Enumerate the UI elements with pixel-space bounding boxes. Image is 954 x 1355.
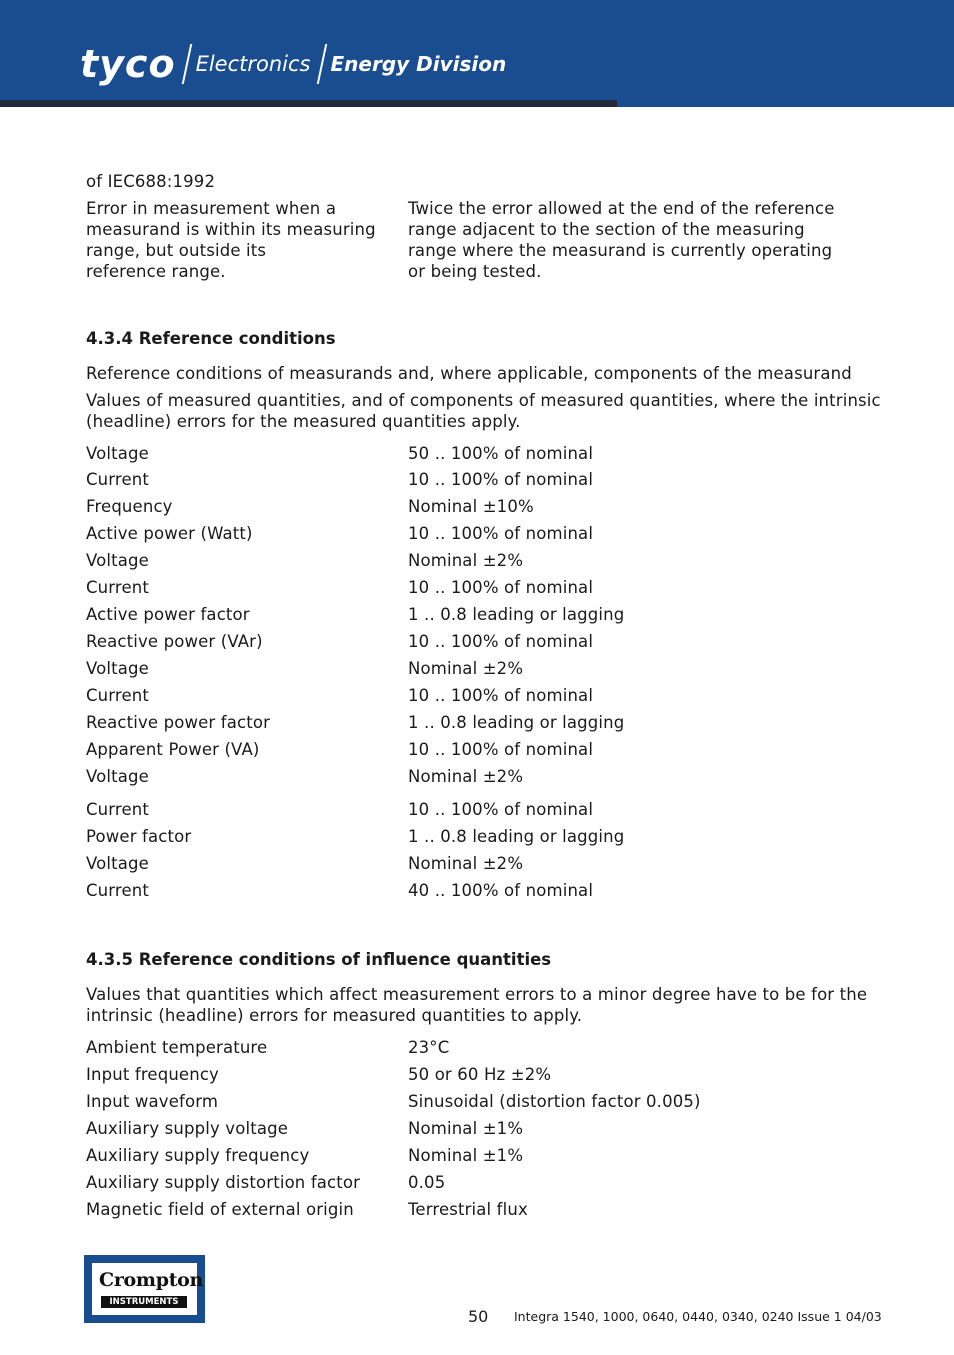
table-row xyxy=(0,1038,954,1060)
table-row xyxy=(0,1119,954,1141)
row-value: 0.05 xyxy=(408,1173,446,1192)
para-line: Values of measured quantities, and of components of measured quantities, where the intrinsic xyxy=(86,391,881,410)
table-row xyxy=(0,659,954,681)
table-row xyxy=(0,1173,954,1195)
row-value: 1 .. 0.8 leading or lagging xyxy=(408,713,625,732)
section-title-434: 4.3.4 Reference conditions xyxy=(86,329,336,348)
section-434-para1: Reference conditions of measurands and, where applicable, components of the measurand xyxy=(86,364,852,383)
brand-divider xyxy=(316,44,327,84)
row-label: Ambient temperature xyxy=(86,1038,268,1057)
para-line: Values that quantities which affect measurement errors to a minor degree have to be for the xyxy=(86,985,868,1004)
table-row xyxy=(0,686,954,708)
row-label: Current xyxy=(86,881,150,900)
row-value: 10 .. 100% of nominal xyxy=(408,524,594,543)
row-label: Auxiliary supply distortion factor xyxy=(86,1173,361,1192)
intro-left-line: range, but outside its xyxy=(86,241,267,260)
row-label: Voltage xyxy=(86,854,149,873)
row-value: Sinusoidal (distortion factor 0.005) xyxy=(408,1092,701,1111)
row-label: Current xyxy=(86,578,150,597)
row-value: 10 .. 100% of nominal xyxy=(408,470,594,489)
brand-logo xyxy=(80,40,506,88)
table-row xyxy=(0,827,954,849)
table-row xyxy=(0,740,954,762)
intro-right-line: range adjacent to the section of the measuring xyxy=(408,220,805,239)
intro-right-line: or being tested. xyxy=(408,262,542,281)
row-value: 10 .. 100% of nominal xyxy=(408,800,594,819)
row-value: 50 or 60 Hz ±2% xyxy=(408,1065,552,1084)
intro-left-line: measurand is within its measuring xyxy=(86,220,376,239)
row-value: 10 .. 100% of nominal xyxy=(408,578,594,597)
row-value: 10 .. 100% of nominal xyxy=(408,740,594,759)
row-label: Current xyxy=(86,800,150,819)
section-434-para2 xyxy=(86,390,881,432)
table-row xyxy=(0,444,954,466)
row-label: Voltage xyxy=(86,659,149,678)
section-title-435: 4.3.5 Reference conditions of influence quantities xyxy=(86,950,552,969)
row-label: Input waveform xyxy=(86,1092,219,1111)
brand-divider xyxy=(181,44,192,84)
row-value: 1 .. 0.8 leading or lagging xyxy=(408,827,625,846)
intro-left-line: reference range. xyxy=(86,262,226,281)
table-row xyxy=(0,713,954,735)
row-label: Voltage xyxy=(86,444,149,463)
table-row xyxy=(0,632,954,654)
section-435-para xyxy=(86,984,867,1026)
row-label: Input frequency xyxy=(86,1065,219,1084)
table-row xyxy=(0,881,954,903)
row-value: Nominal ±2% xyxy=(408,551,524,570)
table-row xyxy=(0,605,954,627)
row-label: Reactive power (VAr) xyxy=(86,632,263,651)
intro-right-line: Twice the error allowed at the end of the reference xyxy=(408,199,835,218)
intro-right-line: range where the measurand is currently operating xyxy=(408,241,833,260)
para-line: intrinsic (headline) errors for measured quantities to apply. xyxy=(86,1006,583,1025)
row-value: Nominal ±10% xyxy=(408,497,534,516)
table-row xyxy=(0,551,954,573)
brand-electronics: Electronics xyxy=(195,52,311,76)
table-row xyxy=(0,800,954,822)
table-row xyxy=(0,767,954,789)
row-value: Nominal ±1% xyxy=(408,1119,524,1138)
row-label: Active power factor xyxy=(86,605,250,624)
row-value: 10 .. 100% of nominal xyxy=(408,632,594,651)
row-label: Frequency xyxy=(86,497,173,516)
header-underline xyxy=(0,100,617,107)
row-value: 40 .. 100% of nominal xyxy=(408,881,594,900)
row-value: Nominal ±2% xyxy=(408,767,524,786)
intro-right xyxy=(408,198,835,282)
table-row xyxy=(0,1200,954,1222)
row-label: Current xyxy=(86,470,150,489)
para-line: (headline) errors for the measured quantities apply. xyxy=(86,412,521,431)
table-row xyxy=(0,854,954,876)
tyco-logo: tyco xyxy=(80,42,176,86)
row-value: Terrestrial flux xyxy=(408,1200,528,1219)
row-label: Auxiliary supply frequency xyxy=(86,1146,310,1165)
table-row xyxy=(0,1146,954,1168)
intro-left-line: Error in measurement when a xyxy=(86,199,337,218)
row-value: 1 .. 0.8 leading or lagging xyxy=(408,605,625,624)
row-value: 50 .. 100% of nominal xyxy=(408,444,594,463)
row-label: Active power (Watt) xyxy=(86,524,253,543)
row-label: Current xyxy=(86,686,150,705)
crompton-logo xyxy=(84,1255,205,1323)
brand-division: Energy Division xyxy=(330,52,507,76)
table-row xyxy=(0,1092,954,1114)
row-label: Voltage xyxy=(86,767,149,786)
row-label: Voltage xyxy=(86,551,149,570)
table-row xyxy=(0,524,954,546)
row-label: Magnetic field of external origin xyxy=(86,1200,354,1219)
row-value: 10 .. 100% of nominal xyxy=(408,686,594,705)
crompton-logo-panel xyxy=(92,1263,204,1315)
row-value: 23°C xyxy=(408,1038,450,1057)
row-value: Nominal ±2% xyxy=(408,854,524,873)
intro-left xyxy=(86,198,376,282)
crompton-logo-sub: INSTRUMENTS xyxy=(101,1296,187,1308)
row-label: Reactive power factor xyxy=(86,713,271,732)
table-row xyxy=(0,1065,954,1087)
table-row xyxy=(0,497,954,519)
row-label: Power factor xyxy=(86,827,192,846)
table-row xyxy=(0,470,954,492)
row-value: Nominal ±1% xyxy=(408,1146,524,1165)
table-row xyxy=(0,578,954,600)
row-label: Auxiliary supply voltage xyxy=(86,1119,289,1138)
row-label: Apparent Power (VA) xyxy=(86,740,260,759)
crompton-logo-name: Crompton xyxy=(99,1269,204,1291)
page-number: 50 xyxy=(468,1307,489,1326)
footer-doc-ref: Integra 1540, 1000, 0640, 0440, 0340, 0240 Issue 1 04/03 xyxy=(514,1309,882,1324)
standard-ref: of IEC688:1992 xyxy=(86,172,216,191)
row-value: Nominal ±2% xyxy=(408,659,524,678)
